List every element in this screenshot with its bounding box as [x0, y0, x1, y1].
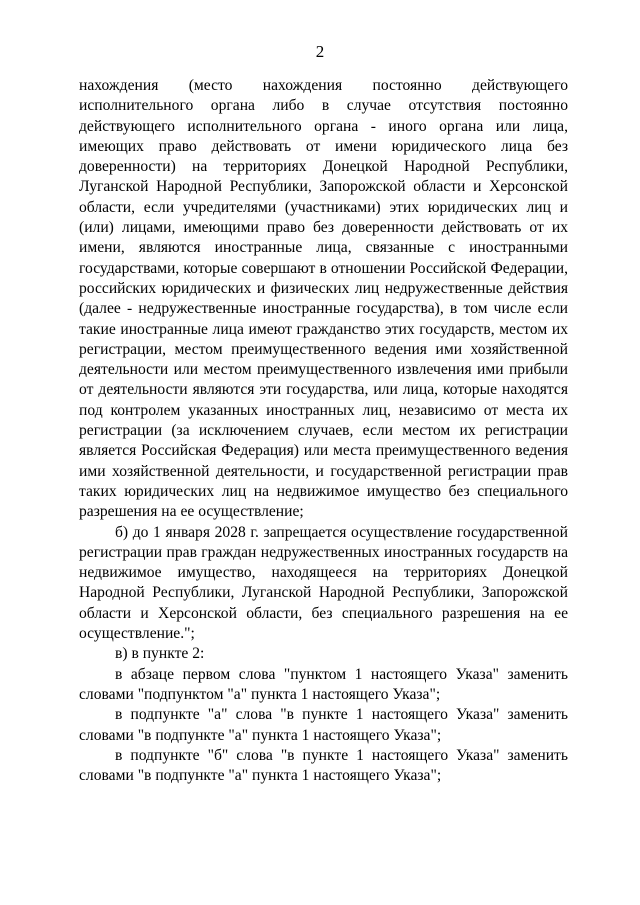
- document-body: [79, 76, 568, 786]
- page-number: 2: [315, 42, 325, 61]
- paragraph-continuation: нахождения (место нахождения постоянно действующего исполнительного органа либо в случае отсутствия постоянно действующего исполнительного органа - иного органа или лица, имеющих право действовать от имени юридического лица без доверенности) на территориях Донецкой Народной Республики, Луганской Народной Республики, Запорожской области и Херсонской области, если учредителями (участниками) этих юридических лиц и (или) лицами, имеющими право без доверенности действовать от их имени, являются иностранные лица, связанные с иностранными государствами, которые совершают в отношении Российской Федерации, российских юридических и физических лиц недружественные действия (далее - недружественные иностранные государства), в том числе если такие иностранные лица имеют гражданство этих государств, местом их регистрации, местом преимущественного ведения ими хозяйственной деятельности или местом преимущественного извлечения ими прибыли от деятельности являются эти государства, или лица, которые находятся под контролем указанных иностранных лиц, независимо от места их регистрации (за исключением случаев, если местом их регистрации является Российская Федерация) или места преимущественного ведения ими хозяйственной деятельности, и государственной регистрации прав таких юридических лиц на недвижимое имущество без специального разрешения на ее осуществление;: [79, 77, 568, 521]
- paragraph-subitem-b: б) до 1 января 2028 г. запрещается осуществление государственной регистрации прав граждан недружественных иностранных государств на недвижимое имущество, находящееся на территориях Донецкой Народной Республики, Луганской Народной Республики, Запорожской области и Херсонской области, без специального разрешения на ее осуществление.";: [79, 523, 568, 643]
- paragraph-subitem-v: в) в пункте 2:: [115, 645, 205, 663]
- paragraph-amendment-3: в подпункте "б" слова "в пункте 1 настоящего Указа" заменить словами "в подпункте "а" пункта 1 настоящего Указа";: [79, 746, 568, 785]
- paragraph-amendment-2: в подпункте "а" слова "в пункте 1 настоящего Указа" заменить словами "в подпункте "а" пункта 1 настоящего Указа";: [79, 706, 568, 744]
- paragraph-amendment-1: в абзаце первом слова "пунктом 1 настоящего Указа" заменить словами "подпунктом "а" пункта 1 настоящего Указа";: [79, 665, 568, 703]
